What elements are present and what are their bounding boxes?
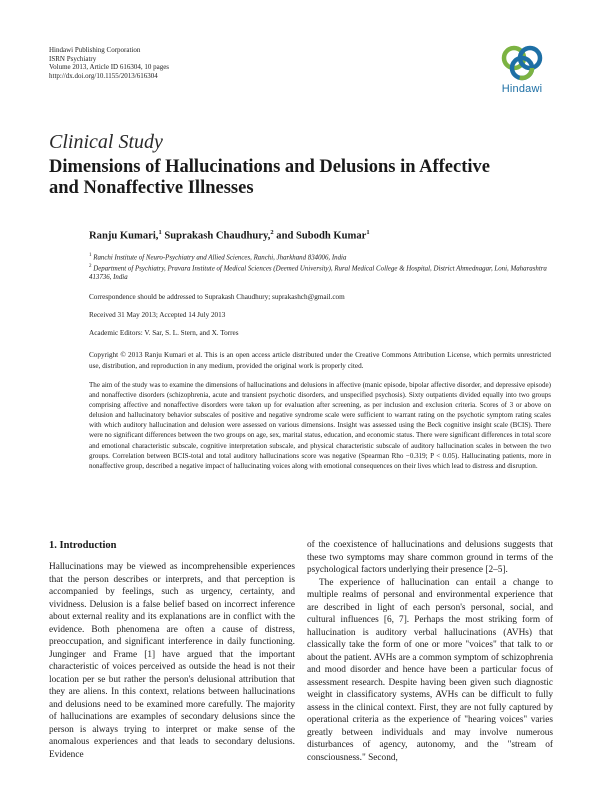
volume-info: Volume 2013, Article ID 616304, 10 pages [49,63,170,72]
copyright-notice: Copyright © 2013 Ranju Kumari et al. This is an open access article distributed under the Creative Commons Attribution License, which permits unrestricted use, distribution, and reproduction in any medium, provided the original work is properly cited. [89,351,551,370]
affiliation-text: Ranchi Institute of Neuro-Psychiatry and Allied Sciences, Ranchi, Jharkhand 834006, India [93,254,347,262]
dates: Received 31 May 2013; Accepted 14 July 2013 [89,311,226,319]
author-name: Suprakash Chaudhury, [161,230,271,242]
hindawi-rings-logo-icon [499,44,545,82]
body-column-left [49,561,295,761]
affiliation-text: Department of Psychiatry, Pravara Institute of Medical Sciences (Deemed University), Rural Medical College & Hospital, District Ahmednagar, Loni, Maharashtra 413736, India [89,265,547,281]
hindawi-logo [494,44,550,104]
paragraph: of the coexistence of hallucinations and delusions suggests that these two symptoms may share common ground in terms of the psychological factors underlying their presence [2–5]. [307,540,553,575]
journal-header [49,46,169,80]
author-name: and Subodh Kumar [273,230,367,242]
affiliation [89,252,549,263]
correspondence: Correspondence should be addressed to Suprakash Chaudhury; suprakashch@gmail.com [89,293,345,301]
author-affil-sup: 1 [366,229,370,236]
author-name: Ranju Kumari, [89,230,159,242]
academic-editors: Academic Editors: V. Sar, S. L. Stern, and X. Torres [89,329,239,337]
article-type: Clinical Study [49,131,163,153]
author-list [89,229,370,242]
body-column-right [307,539,553,764]
section-heading: 1. Introduction [49,540,117,551]
author-affil-sup: 2 [270,229,274,236]
abstract: The aim of the study was to examine the dimensions of hallucinations and delusions in affective (manic episode, bipolar affective disorder, and depressive episode) and nonaffective disorders (schizophrenia, acute and transient psychotic disorders, and unspecified psychosis). Sixty outpatients divided equally into two groups comprising affective and nonaffective disorders were taken up for evaluation after screening, as per inclusion and exclusion criteria. Scores of 3 or above on delusion and hallucinatory behavior subscales of positive and negative syndrome scale were sufficient to warrant rating on the psychotic symptom rating scales with which auditory hallucination and delusion were assessed on various dimensions. Insight was assessed using the Beck cognitive insight scale (BCIS). There were no significant differences between the two groups on age, sex, marital status, education, and economic status. There were significant differences in total score and emotional characteristic subscale, cognitive interpretation subscale, and physical characteristic subscale of auditory hallucination scales in between the two groups. Correlation between BCIS-total and total auditory hallucinations score was negative (Spearman Rho −0.319; P < 0.05). Hallucinating patients, more in nonaffective group, described a negative impact of hallucinating voices along with emotional consequences on their lives which lead to distress and disruption. [89,381,551,470]
affiliation-sup: 2 [89,264,92,269]
author-affil-sup: 1 [158,229,162,236]
paragraph: The experience of hallucination can entail a change to multiple realms of personal and environmental experience that are described in light of each person's personal, social, and cultural influences [6, 7]. Perhaps the most striking form of hallucination is auditory verbal hallucinations (AVHs) that classically take the form of one or more "voices" that talk to or about the patient. AVHs are a common symptom of schizophrenia and mood disorder and hence have been a particular focus of assessment research. Despite having been given such diagnostic weight in classificatory systems, AVHs can be difficult to fully assess in the clinical context. First, they are not fully captured by operational criteria as the experience of "hearing voices" varies greatly between individuals and may involve numerous disturbances of agency, autonomy, and the "stream of consciousness." Second, [307,577,553,763]
affiliation-sup: 1 [89,253,92,258]
paragraph: Hallucinations may be viewed as incomprehensible experiences that the person describes or interprets, and that perception is accompanied by feelings, such as urgency, certainty, and vividness. Delusion is a false belief based on incorrect inference about external reality and its explanations are in conflict with the evidence. Both phenomena are often a cause of distress, preoccupation, and significant interference in daily functioning. Junginger and Frame [1] have argued that the important characteristic of voices perceived as outside the head is not their location per se but rather the person's delusional attribution that they are aliens. In this context, relations between hallucinations and delusions need to be examined more carefully. The majority of hallucinations are examples of secondary delusions since the person is always trying to interpret or make sense of the anomalous experiences and that leads to secondary delusions. Evidence [49,562,295,760]
logo-text: Hindawi [501,83,543,95]
journal-name: ISRN Psychiatry [49,54,97,63]
paper-title: Dimensions of Hallucinations and Delusions in Affective and Nonaffective Illnesses [49,157,490,198]
doi-link[interactable]: http://dx.doi.org/10.1155/2013/616304 [49,71,158,80]
publisher-name: Hindawi Publishing Corporation [49,46,141,54]
affiliation [89,263,549,282]
